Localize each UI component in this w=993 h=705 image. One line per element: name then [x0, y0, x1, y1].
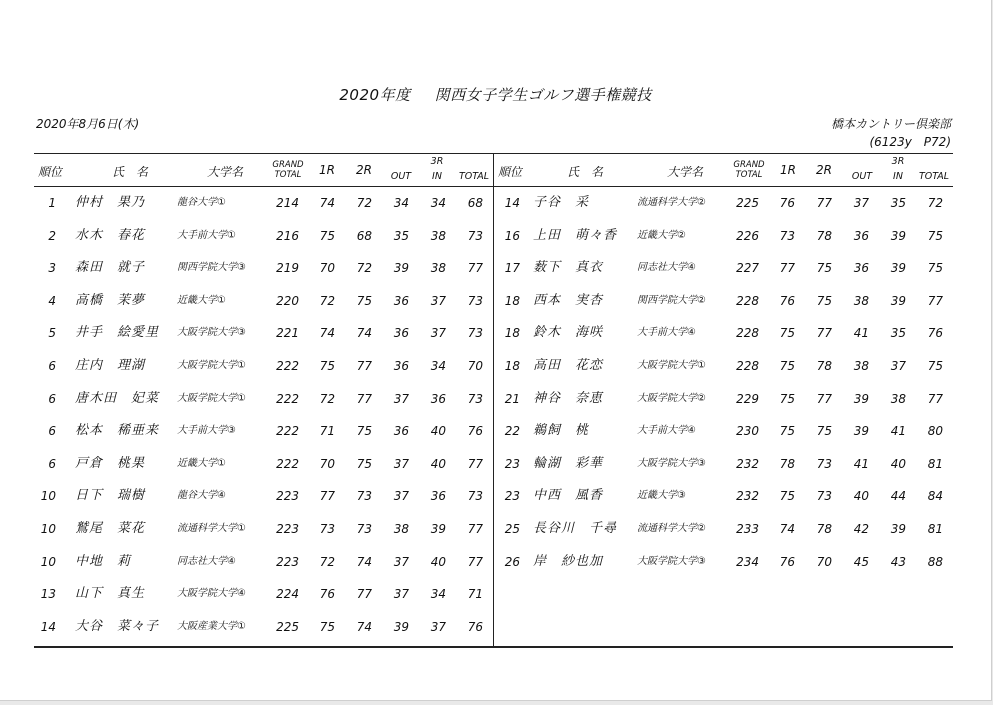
- cell-grand-total: 230: [736, 424, 759, 439]
- header-grand-total-label: TOTAL: [274, 170, 302, 180]
- cell-out: 36: [853, 228, 869, 243]
- cell-in: 39: [890, 293, 906, 308]
- cell-grand-total: 223: [276, 554, 299, 569]
- cell-in: 37: [430, 619, 446, 634]
- header-out: OUT: [390, 171, 412, 182]
- cell-in: 38: [890, 391, 906, 406]
- cell-out: 37: [393, 489, 409, 504]
- header-1r: 1R: [780, 163, 796, 177]
- cell-in: 40: [430, 456, 446, 471]
- cell-grand-total: 222: [276, 424, 299, 439]
- cell-2r: 74: [356, 554, 372, 569]
- cell-grand-total: 228: [736, 293, 759, 308]
- cell-in: 40: [890, 456, 906, 471]
- cell-1r: 76: [779, 293, 795, 308]
- cell-name: 日下 瑞樹: [75, 488, 146, 504]
- cell-rank: 23: [504, 456, 520, 471]
- header-3r: 3R: [430, 156, 444, 167]
- cell-grand-total: 227: [736, 261, 759, 276]
- cell-2r: 75: [816, 424, 832, 439]
- course-info: (6123y P72): [869, 135, 951, 149]
- cell-name: 高田 花恋: [533, 358, 604, 373]
- cell-out: 38: [853, 359, 869, 373]
- title-year: 2020年度: [339, 86, 411, 104]
- cell-grand-total: 222: [276, 456, 299, 471]
- cell-2r: 77: [816, 196, 832, 210]
- cell-1r: 70: [319, 261, 335, 276]
- cell-out: 37: [393, 587, 409, 602]
- cell-grand-total: 220: [276, 293, 299, 308]
- cell-university: 流通科学大学②: [637, 523, 706, 534]
- cell-rank: 6: [48, 391, 56, 406]
- cell-1r: 75: [779, 326, 795, 341]
- cell-university: 大阪学院大学①: [177, 392, 246, 404]
- cell-out: 39: [853, 391, 869, 406]
- cell-name: 中西 風香: [533, 488, 604, 504]
- cell-university: 大手前大学③: [177, 425, 236, 437]
- cell-1r: 75: [779, 391, 795, 406]
- cell-out: 36: [393, 326, 409, 341]
- cell-grand-total: 223: [276, 489, 299, 504]
- cell-grand-total: 232: [736, 489, 759, 504]
- cell-1r: 76: [319, 587, 335, 602]
- cell-rank: 6: [48, 456, 56, 471]
- header-grand: GRAND: [272, 160, 304, 170]
- header-university: 大学名: [206, 165, 243, 179]
- cell-in: 37: [430, 326, 446, 341]
- cell-total: 73: [467, 293, 483, 308]
- cell-name: 上田 萌々香: [533, 227, 618, 243]
- cell-total: 73: [467, 391, 483, 406]
- table-row: [0, 519, 993, 539]
- cell-name: 岸 紗也加: [533, 553, 604, 569]
- cell-1r: 78: [779, 456, 795, 471]
- cell-1r: 72: [319, 293, 335, 308]
- cell-1r: 75: [319, 619, 335, 634]
- cell-total: 88: [927, 554, 943, 569]
- cell-total: 76: [467, 424, 483, 439]
- cell-1r: 74: [319, 196, 335, 210]
- cell-in: 38: [430, 261, 446, 276]
- cell-university: 大阪産業大学①: [177, 620, 246, 632]
- cell-out: 40: [853, 489, 869, 504]
- cell-2r: 77: [356, 359, 372, 373]
- cell-name: 薮下 真衣: [533, 260, 604, 276]
- cell-rank: 17: [504, 261, 520, 276]
- cell-name: 高橋 茉夢: [75, 292, 146, 308]
- cell-1r: 71: [319, 424, 335, 439]
- cell-university: 大手前大学①: [177, 229, 236, 241]
- table-row: [0, 323, 993, 343]
- cell-out: 39: [393, 261, 409, 276]
- cell-in: 34: [430, 359, 446, 373]
- header-out: OUT: [851, 171, 873, 182]
- cell-1r: 73: [319, 522, 335, 536]
- cell-total: 73: [467, 326, 483, 341]
- cell-2r: 77: [356, 587, 372, 602]
- header-total: TOTAL: [458, 171, 489, 182]
- cell-total: 77: [467, 261, 483, 276]
- title-event: 関西女子学生ゴルフ選手権競技: [434, 86, 652, 104]
- cell-total: 68: [467, 196, 483, 210]
- cell-2r: 73: [356, 489, 372, 504]
- cell-in: 40: [430, 424, 446, 439]
- header-grand: GRAND: [733, 160, 765, 170]
- table-row: [0, 226, 993, 246]
- cell-1r: 75: [779, 424, 795, 439]
- cell-university: 近畿大学①: [177, 294, 226, 306]
- cell-grand-total: 228: [736, 326, 759, 341]
- cell-name: 戸倉 桃果: [75, 455, 146, 471]
- cell-rank: 3: [48, 261, 56, 276]
- cell-grand-total: 222: [276, 391, 299, 406]
- cell-name: 井手 絵愛里: [75, 325, 160, 341]
- cell-out: 36: [393, 359, 409, 373]
- cell-out: 37: [393, 391, 409, 406]
- cell-in: 40: [430, 554, 446, 569]
- cell-rank: 22: [504, 424, 520, 439]
- cell-2r: 75: [816, 293, 832, 308]
- cell-name: 水木 春花: [75, 227, 146, 243]
- cell-in: 36: [430, 391, 446, 406]
- cell-university: 龍谷大学④: [177, 490, 226, 502]
- table-row: [0, 291, 993, 311]
- cell-out: 36: [393, 293, 409, 308]
- cell-out: 36: [393, 424, 409, 439]
- cell-total: 76: [927, 326, 943, 341]
- cell-1r: 75: [319, 228, 335, 243]
- cell-university: 流通科学大学①: [177, 523, 246, 534]
- cell-total: 81: [927, 522, 943, 536]
- cell-university: 近畿大学①: [177, 457, 226, 469]
- cell-rank: 14: [504, 196, 520, 210]
- cell-name: 長谷川 千尋: [533, 521, 618, 536]
- header-name: 氏 名: [111, 165, 148, 179]
- cell-1r: 70: [319, 456, 335, 471]
- cell-name: 鷲尾 菜花: [75, 521, 146, 536]
- table-row: [0, 193, 993, 213]
- cell-rank: 14: [40, 619, 56, 634]
- cell-out: 36: [853, 261, 869, 276]
- table-row: [0, 421, 993, 441]
- cell-1r: 77: [319, 489, 335, 504]
- event-date: 2020年8月6日(木): [36, 117, 140, 131]
- cell-out: 34: [393, 196, 409, 210]
- cell-rank: 6: [48, 359, 56, 373]
- cell-1r: 73: [779, 228, 795, 243]
- cell-grand-total: 221: [276, 326, 299, 341]
- cell-out: 39: [393, 619, 409, 634]
- cell-out: 38: [393, 522, 409, 536]
- cell-in: 37: [890, 359, 906, 373]
- cell-grand-total: 226: [736, 228, 759, 243]
- cell-2r: 74: [356, 619, 372, 634]
- cell-out: 45: [853, 554, 869, 569]
- cell-rank: 1: [48, 196, 56, 210]
- cell-1r: 72: [319, 554, 335, 569]
- cell-in: 37: [430, 293, 446, 308]
- cell-university: 大阪学院大学①: [637, 360, 706, 371]
- cell-rank: 18: [504, 293, 520, 308]
- cell-total: 72: [927, 196, 943, 210]
- cell-out: 41: [853, 326, 869, 341]
- header-university: 大学名: [666, 165, 703, 179]
- cell-university: 大手前大学④: [637, 425, 696, 437]
- cell-2r: 75: [356, 293, 372, 308]
- cell-name: 子谷 采: [533, 195, 590, 210]
- cell-1r: 76: [779, 196, 795, 210]
- cell-name: 鈴木 海咲: [533, 325, 604, 341]
- cell-2r: 78: [816, 228, 832, 243]
- cell-1r: 76: [779, 554, 795, 569]
- cell-2r: 78: [816, 359, 832, 373]
- cell-total: 77: [467, 554, 483, 569]
- table-row: [0, 486, 993, 506]
- cell-rank: 16: [504, 228, 520, 243]
- cell-out: 35: [393, 228, 409, 243]
- cell-in: 34: [430, 196, 446, 210]
- cell-total: 71: [467, 587, 483, 602]
- cell-2r: 68: [356, 228, 372, 243]
- table-row: [0, 258, 993, 278]
- header-total: TOTAL: [918, 171, 949, 182]
- cell-1r: 72: [319, 391, 335, 406]
- cell-grand-total: 228: [736, 359, 759, 373]
- cell-name: 松本 稀亜来: [75, 423, 160, 439]
- cell-in: 39: [890, 522, 906, 536]
- cell-name: 鵜飼 桃: [533, 423, 590, 439]
- cell-in: 44: [890, 489, 906, 504]
- cell-university: 同志社大学④: [177, 555, 236, 567]
- cell-grand-total: 216: [276, 228, 299, 243]
- cell-2r: 72: [356, 196, 372, 210]
- cell-out: 41: [853, 456, 869, 471]
- cell-university: 大手前大学④: [637, 327, 696, 339]
- cell-1r: 74: [319, 326, 335, 341]
- cell-total: 75: [927, 228, 943, 243]
- cell-total: 77: [467, 456, 483, 471]
- header-2r: 2R: [356, 163, 372, 177]
- cell-grand-total: 234: [736, 554, 759, 569]
- cell-in: 35: [890, 196, 906, 210]
- table-row: [0, 552, 993, 572]
- header-3r: 3R: [891, 156, 905, 167]
- cell-2r: 72: [356, 261, 372, 276]
- header-name: 氏 名: [566, 165, 603, 179]
- cell-1r: 74: [779, 522, 795, 536]
- cell-rank: 6: [48, 424, 56, 439]
- cell-grand-total: 225: [736, 196, 759, 210]
- cell-university: 大阪学院大学③: [177, 327, 246, 339]
- header-in: IN: [432, 171, 442, 182]
- cell-total: 81: [927, 456, 943, 471]
- cell-university: 流通科学大学②: [637, 197, 706, 208]
- cell-2r: 77: [816, 326, 832, 341]
- cell-2r: 73: [356, 522, 372, 536]
- cell-name: 神谷 奈恵: [533, 390, 604, 406]
- cell-in: 39: [890, 228, 906, 243]
- cell-name: 輪湖 彩華: [533, 455, 604, 471]
- cell-total: 75: [927, 261, 943, 276]
- cell-out: 37: [393, 554, 409, 569]
- cell-2r: 75: [356, 424, 372, 439]
- cell-grand-total: 229: [736, 391, 759, 406]
- header-rank: 順位: [38, 165, 63, 179]
- cell-2r: 75: [816, 261, 832, 276]
- cell-name: 山下 真生: [75, 586, 146, 602]
- cell-2r: 73: [816, 456, 832, 471]
- cell-rank: 5: [48, 326, 56, 341]
- cell-university: 大阪学院大学③: [637, 457, 706, 469]
- cell-university: 大阪学院大学②: [637, 392, 706, 404]
- venue-name: 橋本カントリー倶楽部: [830, 117, 951, 131]
- cell-out: 39: [853, 424, 869, 439]
- header-rank: 順位: [498, 165, 523, 179]
- cell-name: 大谷 菜々子: [75, 618, 160, 634]
- cell-rank: 25: [504, 522, 520, 536]
- cell-total: 84: [927, 489, 943, 504]
- cell-total: 77: [927, 293, 943, 308]
- cell-grand-total: 224: [276, 587, 299, 602]
- table-row: [0, 454, 993, 474]
- cell-1r: 75: [779, 359, 795, 373]
- cell-in: 35: [890, 326, 906, 341]
- cell-rank: 4: [48, 293, 56, 308]
- cell-rank: 10: [40, 522, 56, 536]
- cell-rank: 18: [504, 359, 520, 373]
- cell-total: 73: [467, 489, 483, 504]
- cell-university: 近畿大学③: [637, 490, 686, 502]
- cell-rank: 10: [40, 554, 56, 569]
- header-1r: 1R: [319, 163, 335, 177]
- cell-in: 34: [430, 587, 446, 602]
- cell-name: 庄内 理湖: [75, 358, 146, 373]
- cell-out: 37: [853, 196, 869, 210]
- cell-rank: 10: [40, 489, 56, 504]
- cell-total: 75: [927, 359, 943, 373]
- cell-total: 77: [927, 391, 943, 406]
- header-2r: 2R: [816, 163, 832, 177]
- cell-in: 36: [430, 489, 446, 504]
- cell-total: 80: [927, 424, 943, 439]
- cell-in: 43: [890, 554, 906, 569]
- header-in: IN: [893, 171, 903, 182]
- cell-rank: 13: [40, 587, 56, 602]
- cell-2r: 77: [816, 391, 832, 406]
- header-grand-total-label: TOTAL: [735, 170, 763, 180]
- cell-rank: 2: [48, 228, 56, 243]
- cell-name: 唐木田 妃菜: [75, 390, 160, 406]
- cell-name: 仲村 果乃: [75, 195, 146, 210]
- cell-university: 関西学院大学③: [177, 262, 246, 274]
- cell-rank: 26: [504, 554, 520, 569]
- cell-2r: 75: [356, 456, 372, 471]
- cell-name: 中地 莉: [75, 553, 132, 569]
- cell-in: 39: [430, 522, 446, 536]
- cell-total: 77: [467, 522, 483, 536]
- cell-name: 森田 就子: [75, 260, 146, 276]
- cell-grand-total: 223: [276, 522, 299, 536]
- cell-in: 38: [430, 228, 446, 243]
- cell-1r: 75: [319, 359, 335, 373]
- cell-grand-total: 233: [736, 522, 759, 536]
- table-row: [0, 389, 993, 409]
- cell-grand-total: 214: [276, 196, 299, 210]
- cell-university: 大阪学院大学①: [177, 360, 246, 371]
- table-row: [0, 356, 993, 376]
- cell-name: 西本 実杏: [533, 292, 604, 308]
- cell-total: 76: [467, 619, 483, 634]
- cell-university: 大阪学院大学④: [177, 588, 246, 600]
- cell-out: 37: [393, 456, 409, 471]
- cell-total: 70: [467, 359, 483, 373]
- cell-2r: 74: [356, 326, 372, 341]
- cell-1r: 77: [779, 261, 795, 276]
- cell-in: 39: [890, 261, 906, 276]
- cell-2r: 73: [816, 489, 832, 504]
- cell-university: 同志社大学④: [637, 262, 696, 274]
- cell-2r: 77: [356, 391, 372, 406]
- cell-1r: 75: [779, 489, 795, 504]
- cell-rank: 18: [504, 326, 520, 341]
- cell-total: 73: [467, 228, 483, 243]
- cell-grand-total: 222: [276, 359, 299, 373]
- cell-in: 41: [890, 424, 906, 439]
- cell-grand-total: 232: [736, 456, 759, 471]
- cell-grand-total: 225: [276, 619, 299, 634]
- cell-2r: 78: [816, 522, 832, 536]
- cell-rank: 23: [504, 489, 520, 504]
- cell-out: 38: [853, 293, 869, 308]
- cell-2r: 70: [816, 554, 832, 569]
- cell-out: 42: [853, 522, 869, 536]
- cell-university: 近畿大学②: [637, 229, 686, 241]
- cell-rank: 21: [504, 391, 520, 406]
- cell-university: 龍谷大学①: [177, 197, 226, 208]
- cell-university: 関西学院大学②: [637, 294, 706, 306]
- cell-university: 大阪学院大学③: [637, 555, 706, 567]
- cell-grand-total: 219: [276, 261, 299, 276]
